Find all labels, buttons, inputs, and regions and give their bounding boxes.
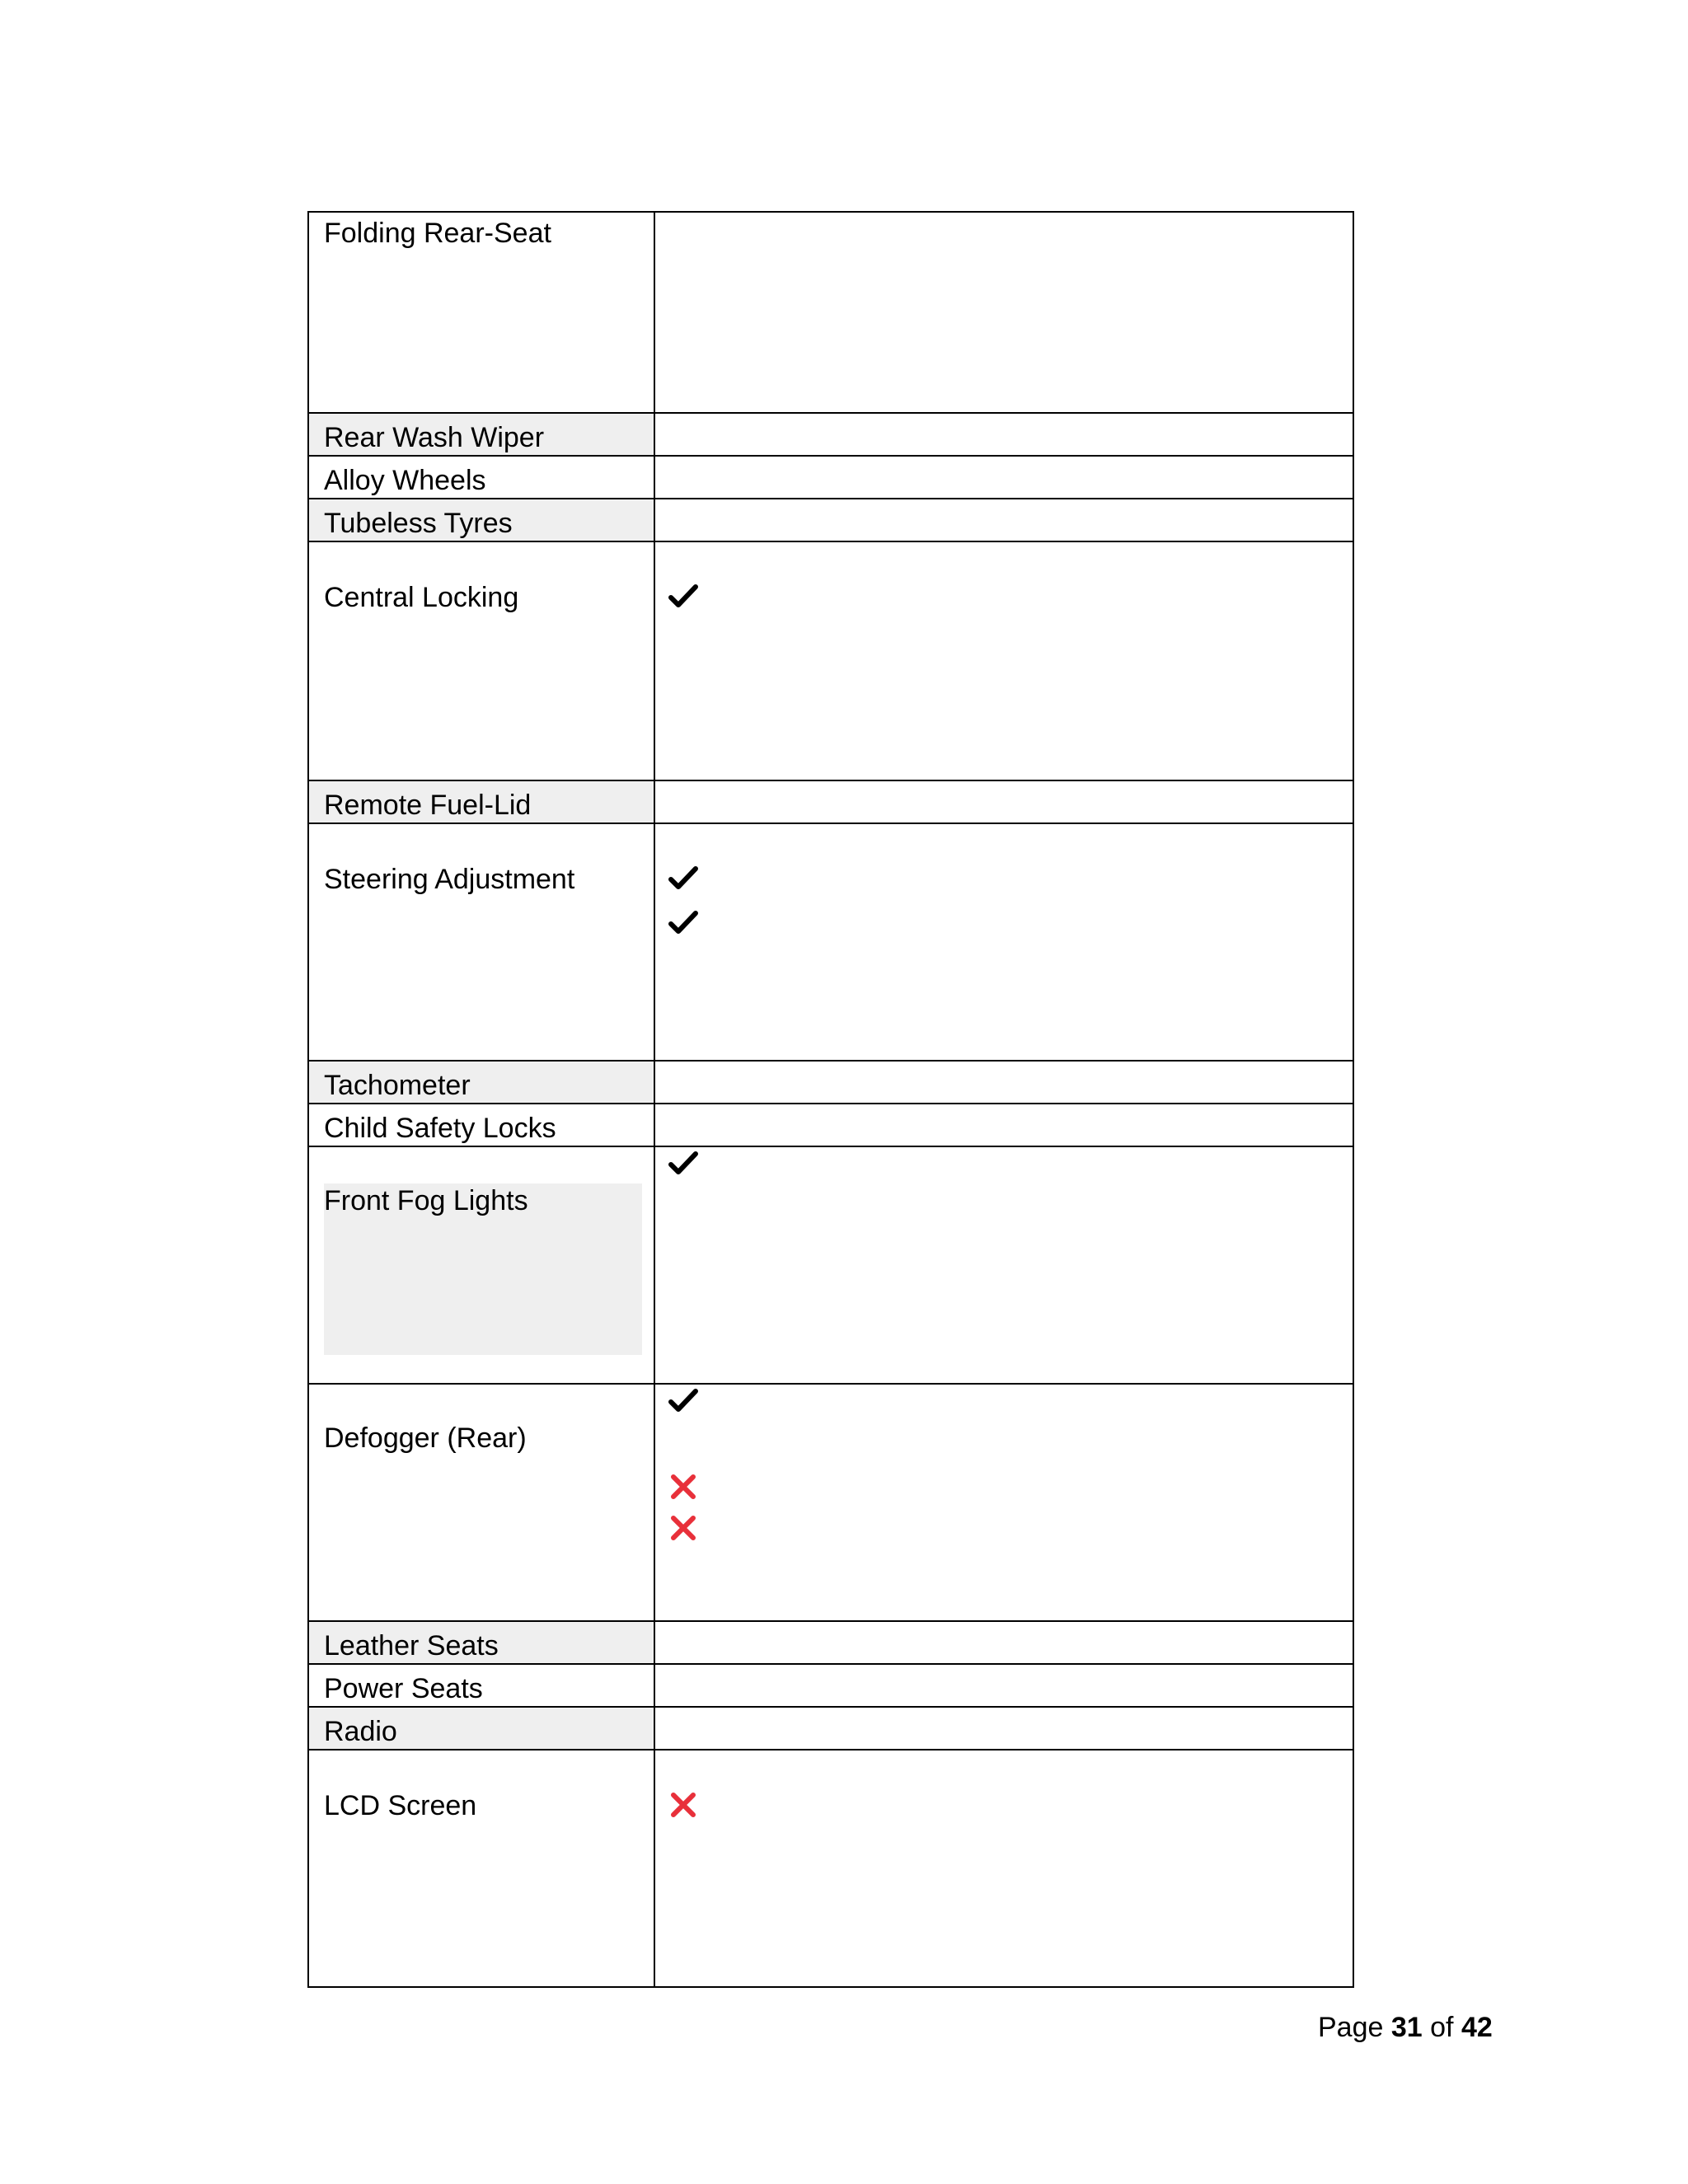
feature-label-cell: [308, 1707, 654, 1750]
feature-label-cell: [308, 456, 654, 499]
table-row: [308, 1384, 1353, 1621]
table-row: [308, 1104, 1353, 1146]
feature-label-cell: [308, 1104, 654, 1146]
feature-label-cell: [308, 413, 654, 456]
feature-label-cell: [308, 1750, 654, 1987]
feature-value-cell: [654, 780, 1353, 823]
feature-label-cell: [308, 823, 654, 1061]
feature-value-cell: [654, 541, 1353, 780]
feature-label: Power Seats: [324, 1673, 483, 1704]
feature-value-cell: [654, 1146, 1353, 1384]
of-word: of: [1430, 2012, 1454, 2043]
check-mark-icon: [667, 1147, 700, 1180]
feature-value-cell: [654, 1621, 1353, 1664]
table-row: [308, 1621, 1353, 1664]
feature-value-cell: [654, 499, 1353, 541]
feature-label: LCD Screen: [324, 1790, 477, 1821]
table-row: [308, 1146, 1353, 1384]
feature-label: Front Fog Lights: [324, 1185, 528, 1216]
cross-mark-icon: [667, 1788, 700, 1821]
feature-label-cell: [308, 1061, 654, 1104]
features-table: [307, 211, 1354, 1988]
table-row: [308, 823, 1353, 1061]
feature-label-cell: [308, 541, 654, 780]
check-mark-icon: [667, 580, 700, 613]
feature-value-cell: [654, 823, 1353, 1061]
feature-label: Leather Seats: [324, 1630, 499, 1661]
feature-label: Child Safety Locks: [324, 1113, 556, 1144]
table-row: [308, 1664, 1353, 1707]
feature-label-cell: [308, 1664, 654, 1707]
current-page: 31: [1390, 2012, 1423, 2043]
feature-label-cell: [308, 1621, 654, 1664]
feature-label: Tachometer: [324, 1070, 471, 1101]
feature-value-cell: [654, 1061, 1353, 1104]
feature-label: Remote Fuel-Lid: [324, 790, 532, 821]
cross-mark-icon: [667, 1511, 700, 1544]
total-pages: 42: [1461, 2012, 1493, 2043]
feature-label-cell: [308, 212, 654, 413]
table-row: [308, 413, 1353, 456]
feature-label: Folding Rear-Seat: [324, 218, 551, 249]
table-row: [308, 1707, 1353, 1750]
feature-label-cell: [308, 1384, 654, 1621]
feature-label: Rear Wash Wiper: [324, 422, 545, 453]
table-row: [308, 541, 1353, 780]
table-row: [308, 780, 1353, 823]
feature-label: Alloy Wheels: [324, 465, 486, 496]
feature-value-cell: [654, 1707, 1353, 1750]
table-row: [308, 499, 1353, 541]
table-row: [308, 1750, 1353, 1987]
feature-value-cell: [654, 1664, 1353, 1707]
table-row: [308, 456, 1353, 499]
feature-value-cell: [654, 413, 1353, 456]
feature-label: Defogger (Rear): [324, 1422, 527, 1454]
feature-label: Radio: [324, 1716, 397, 1747]
feature-value-cell: [654, 212, 1353, 413]
feature-label: Central Locking: [324, 582, 519, 613]
page-word: Page: [1318, 2012, 1384, 2043]
table-row: [308, 1061, 1353, 1104]
feature-label: Steering Adjustment: [324, 864, 575, 895]
table-row: [308, 212, 1353, 413]
feature-value-cell: [654, 456, 1353, 499]
check-mark-icon: [667, 862, 700, 895]
feature-value-cell: [654, 1104, 1353, 1146]
feature-label-cell: [308, 780, 654, 823]
page-number: [1318, 2011, 1493, 2044]
check-mark-icon: [667, 907, 700, 940]
feature-value-cell: [654, 1750, 1353, 1987]
feature-value-cell: [654, 1384, 1353, 1621]
feature-label-cell: [308, 1146, 654, 1384]
cross-mark-icon: [667, 1470, 700, 1503]
check-mark-icon: [667, 1385, 700, 1418]
feature-label: Tubeless Tyres: [324, 508, 513, 539]
feature-label-cell: [308, 499, 654, 541]
